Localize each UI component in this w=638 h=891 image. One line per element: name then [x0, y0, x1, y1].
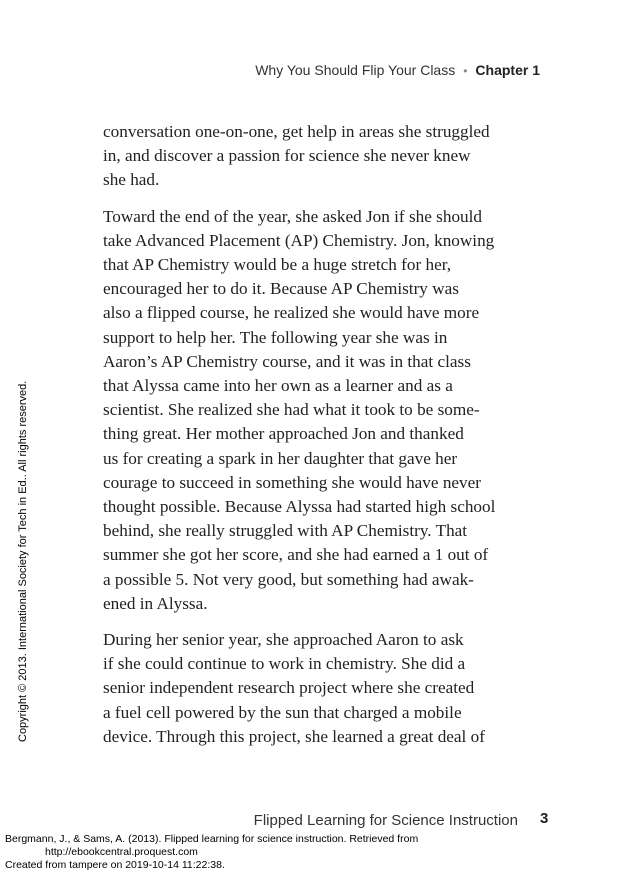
text-line: device. Through this project, she learned a great deal of: [103, 726, 485, 746]
text-line: in, and discover a passion for science she never knew: [103, 146, 471, 166]
side-copyright-notice: Copyright © 2013. International Society for Tech in Ed.. All rights reserved.: [17, 380, 29, 742]
citation-line: Bergmann, J., & Sams, A. (2013). Flipped learning for science instruction. Retrieved from: [5, 833, 419, 845]
text-line: that Alyssa came into her own as a learner and as a: [103, 376, 453, 396]
footer-book-title: Flipped Learning for Science Instruction: [253, 812, 518, 829]
header-separator: •: [463, 64, 468, 78]
text-line: conversation one-on-one, get help in areas she struggled: [103, 122, 490, 141]
text-line: support to help her. The following year she was in: [103, 327, 448, 347]
text-line: encouraged her to do it. Because AP Chemistry was: [103, 279, 459, 299]
text-line: take Advanced Placement (AP) Chemistry. Jon, knowing: [103, 230, 495, 250]
text-line: behind, she really struggled with AP Chemistry. That: [103, 521, 468, 541]
text-line: ened in Alyssa.: [103, 593, 208, 613]
text-line: summer she got her score, and she had earned a 1 out of: [103, 545, 489, 565]
text-line: a fuel cell powered by the sun that charged a mobile: [103, 702, 462, 722]
citation-created: Created from tampere on 2019-10-14 11:22:38.: [5, 858, 225, 871]
text-line: During her senior year, she approached Aaron to ask: [103, 630, 464, 650]
text-line: us for creating a spark in her daughter that gave her: [103, 448, 458, 468]
running-header: [255, 62, 540, 78]
text-line: a possible 5. Not very good, but something had awak-: [103, 569, 474, 589]
paragraph: [103, 120, 543, 193]
running-header-section: Why You Should Flip Your Class: [255, 62, 456, 78]
citation-block: [5, 833, 418, 871]
text-line: senior independent research project where she created: [103, 678, 475, 698]
body-text: [103, 120, 543, 761]
running-header-chapter: Chapter 1: [475, 62, 540, 78]
paragraph: [103, 205, 543, 616]
text-line: thought possible. Because Alyssa had started high school: [103, 497, 496, 517]
paragraph: [103, 628, 543, 749]
text-line: if she could continue to work in chemistry. She did a: [103, 654, 466, 674]
text-line: Toward the end of the year, she asked Jon if she should: [103, 206, 482, 226]
text-line: she had.: [103, 170, 160, 190]
page-number: 3: [540, 810, 549, 827]
text-line: scientist. She realized she had what it took to be some-: [103, 400, 480, 420]
text-line: thing great. Her mother approached Jon and thanked: [103, 424, 464, 444]
text-line: also a flipped course, he realized she would have more: [103, 303, 480, 323]
citation-url: http://ebookcentral.proquest.com: [45, 845, 198, 858]
text-line: that AP Chemistry would be a huge stretch for her,: [103, 255, 452, 275]
text-line: Aaron’s AP Chemistry course, and it was in that class: [103, 351, 471, 371]
text-line: courage to succeed in something she would have never: [103, 472, 481, 492]
